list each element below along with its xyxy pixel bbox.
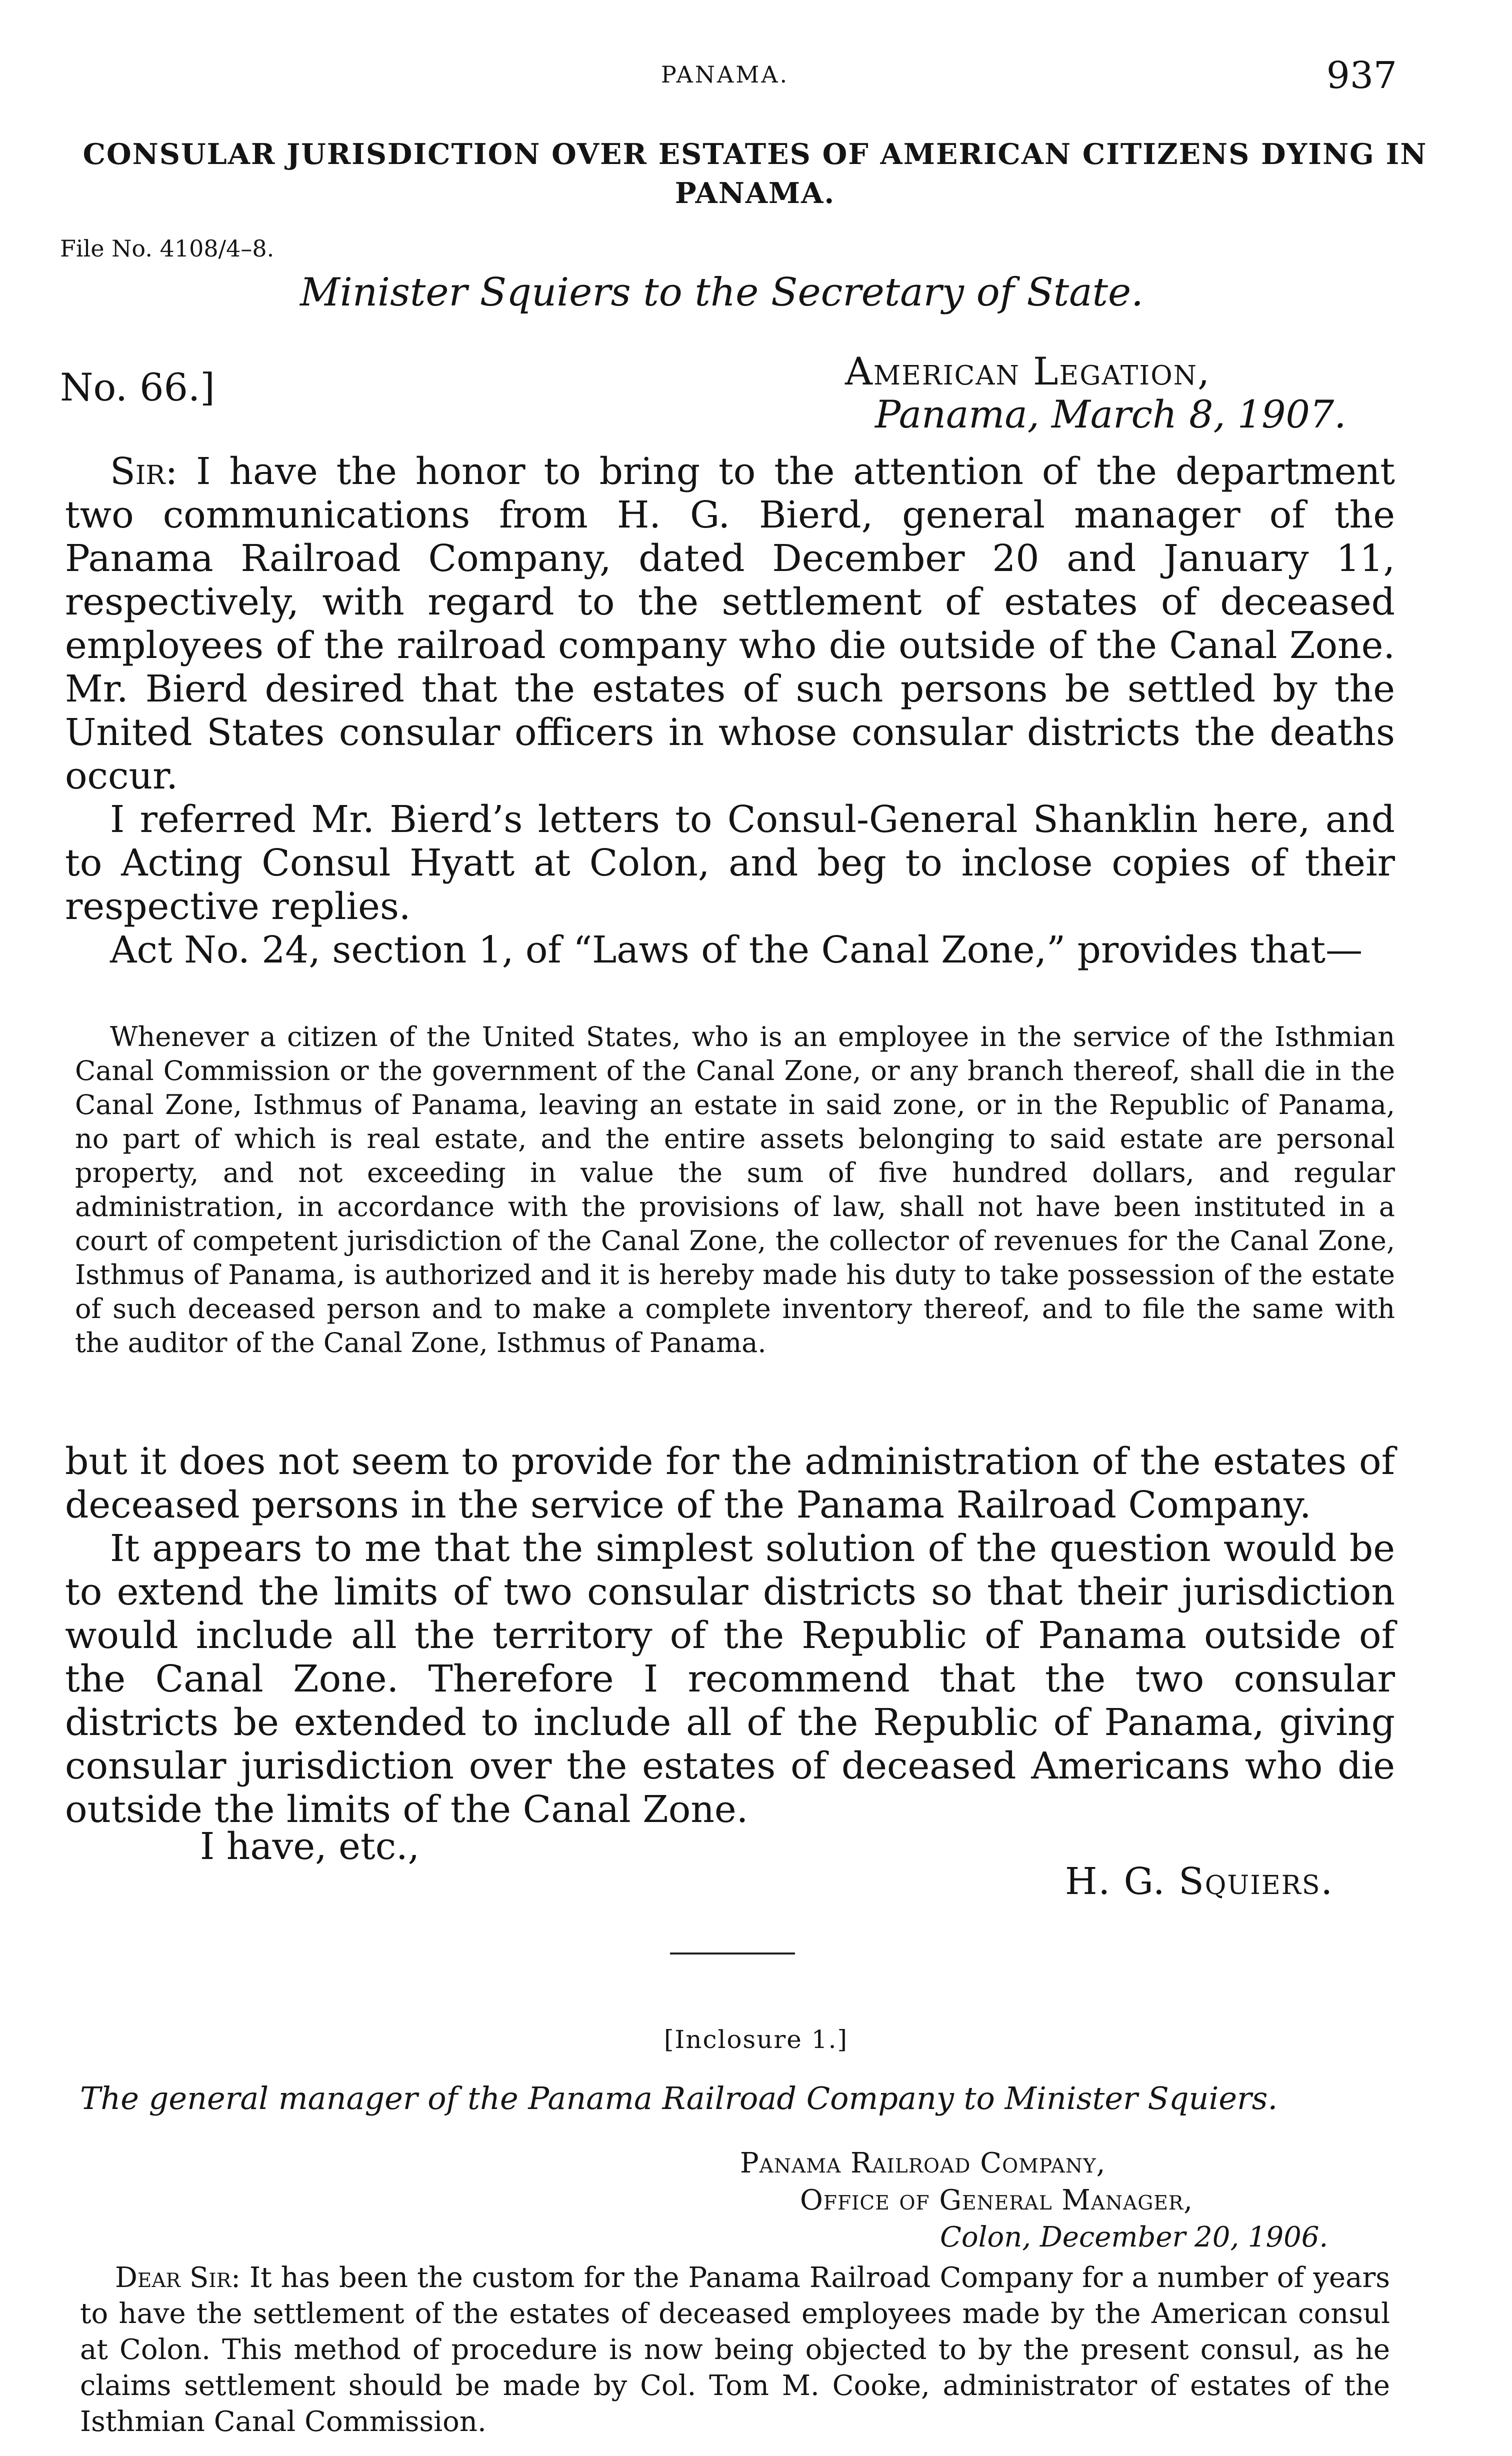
letter-body-continued — [65, 1440, 1395, 1832]
paragraph — [65, 450, 1395, 798]
enclosure-body — [80, 2260, 1390, 2440]
paragraph-text: : I have the honor to bring to the attention of the department two communications from H. G. Bierd, general manager of the Panama Railroad Company, dated December 20 and January 11, respectively, with regard to the settlement of estates of deceased employees of the railroad company who die outside of the Canal Zone. Mr. Bierd desired that the estates of such persons be settled by the United States consular officers in whose consular districts the deaths occur. — [65, 450, 1395, 798]
salutation: Dear Sir — [115, 2262, 232, 2294]
enclosure-title: The general manager of the Panama Railroad Company to Minister Squiers. — [80, 2080, 1278, 2116]
file-number: File No. 4108/4–8. — [60, 235, 274, 262]
office-line: Panama Railroad Company, — [740, 2147, 1106, 2180]
closing: I have, etc., — [200, 1825, 420, 1868]
letter-origin — [845, 350, 1346, 436]
paragraph-text: : It has been the custom for the Panama Railroad Company for a number of years to have the settlement of the estates of deceased employees made by the American consul at Colon. This method of procedure is now being objected to by the present consul, as he claims settlement should be made by Col. Tom M. Cooke, administrator of estates of the Isthmian Canal Commission. — [80, 2262, 1390, 2438]
paragraph: It appears to me that the simplest solution of the question would be to extend the limits of two consular districts so that their jurisdiction would include all the territory of the Republic of Panama outside of the Canal Zone. Therefore I recommend that the two consular districts be extended to include all of the Republic of Panama, giving consular jurisdiction over the estates of deceased Americans who die outside the limits of the Canal Zone. — [65, 1527, 1395, 1831]
enclosure-origin — [740, 2145, 1328, 2256]
paragraph: but it does not seem to provide for the administration of the estates of deceased persons in the service of the Panama Railroad Company. — [65, 1440, 1395, 1526]
quoted-text: Whenever a citizen of the United States, who is an employee in the service of the Isthmian Canal Commission or the government of the Canal Zone, or any branch thereof, shall die in the Canal Zone, Isthmus of Panama, leaving an estate in said zone, or in the Republic of Panama, no part of which is real estate, and the entire assets belonging to said estate are personal property, and not exceeding in value the sum of five hundred dollars, and regular administration, in accordance with the provisions of law, shall not have been instituted in a court of competent jurisdiction of the Canal Zone, the collector of revenues for the Canal Zone, Isthmus of Panama, is authorized and it is hereby made his duty to take possession of the estate of such deceased person and to make a complete inventory thereof, and to file the same with the auditor of the Canal Zone, Isthmus of Panama. — [75, 1021, 1395, 1358]
paragraph: I referred Mr. Bierd’s letters to Consul-General Shanklin here, and to Acting Consul Hyatt at Colon, and beg to inclose copies of their respective replies. — [65, 798, 1395, 928]
dispatch-number: No. 66.] — [60, 365, 215, 410]
origin-place: American Legation, — [845, 349, 1211, 394]
letter-body — [65, 450, 1395, 972]
salutation: Sir — [110, 450, 166, 493]
section-heading: CONSULAR JURISDICTION OVER ESTATES OF AMERICAN CITIZENS DYING IN PANAMA. — [82, 138, 1428, 210]
signature: H. G. Squiers. — [1065, 1860, 1334, 1903]
paragraph — [80, 2260, 1390, 2440]
quoted-law — [75, 1020, 1395, 1360]
paragraph: Act No. 24, section 1, of “Laws of the Canal Zone,” provides that— — [110, 928, 1363, 972]
office-line: Office of General Manager, — [800, 2184, 1193, 2216]
origin-date: Panama, March 8, 1907. — [875, 392, 1346, 436]
enclosure-label: [Inclosure 1.] — [664, 2025, 848, 2054]
divider — [670, 1952, 795, 1954]
running-title: PANAMA. — [660, 61, 790, 88]
running-head — [0, 54, 1512, 99]
page-number: 937 — [1326, 54, 1397, 97]
letter-title: Minister Squiers to the Secretary of State. — [300, 270, 1144, 315]
enclosure-date: Colon, December 20, 1906. — [940, 2221, 1328, 2254]
